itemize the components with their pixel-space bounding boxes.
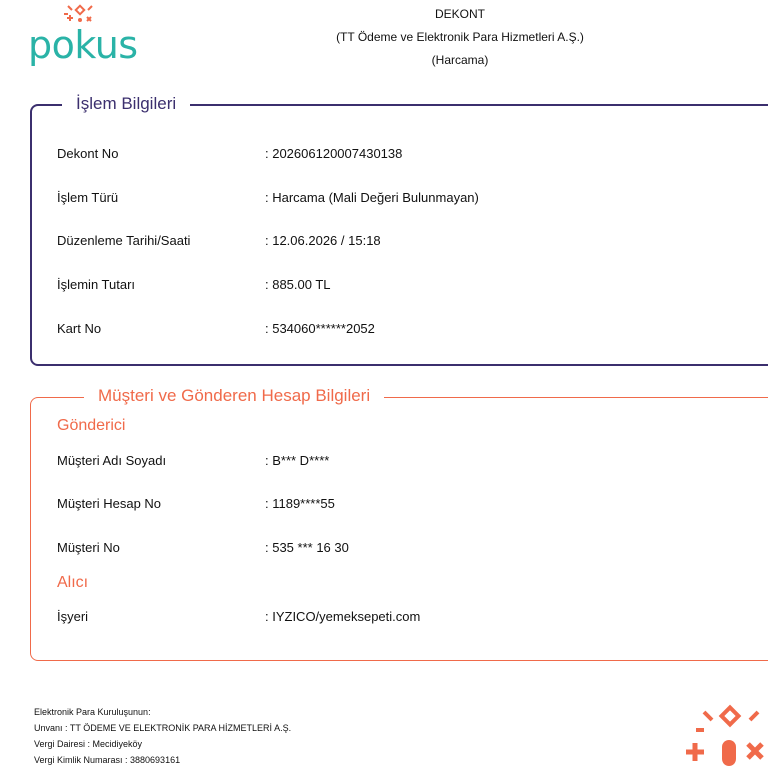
transaction-type-value: : Harcama (Mali Değeri Bulunmayan) <box>265 190 479 205</box>
footer-line-tax-id: Vergi Kimlik Numarası : 3880693161 <box>34 755 181 765</box>
pokus-logo <box>28 2 140 74</box>
customer-no-label: Müşteri No <box>57 540 120 555</box>
customer-info-title: Müşteri ve Gönderen Hesap Bilgileri <box>84 386 384 406</box>
amount-label: İşlemin Tutarı <box>57 277 136 292</box>
customer-account-value: : 1189****55 <box>265 496 335 511</box>
receipt-no-label: Dekont No <box>57 146 119 161</box>
amount-value: : 885.00 TL <box>265 277 331 292</box>
customer-name-value: : B*** D**** <box>265 453 330 468</box>
footer-line-tax-office: Vergi Dairesi : Mecidiyeköy <box>34 739 143 749</box>
transaction-info-title: İşlem Bilgileri <box>62 94 190 114</box>
receiver-heading: Alıcı <box>57 574 89 591</box>
issuer-name: (TT Ödeme ve Elektronik Para Hizmetleri A.Ş.) <box>336 30 584 44</box>
sender-heading: Gönderici <box>57 417 126 434</box>
receipt-no-value: : 202606120007430138 <box>265 146 403 161</box>
issue-date-value: : 12.06.2026 / 15:18 <box>265 233 381 248</box>
customer-no-value: : 535 *** 16 30 <box>265 540 349 555</box>
corner-sparkle-icon <box>680 700 768 768</box>
card-no-label: Kart No <box>57 321 102 336</box>
customer-name-label: Müşteri Adı Soyadı <box>57 453 167 468</box>
brand-name: pokus <box>28 23 138 67</box>
issue-date-label: Düzenleme Tarihi/Saati <box>57 233 191 248</box>
transaction-type-label: İşlem Türü <box>57 190 119 205</box>
merchant-value: : IYZICO/yemeksepeti.com <box>265 609 421 624</box>
footer-line-institution: Elektronik Para Kuruluşunun: <box>34 707 151 717</box>
issuer-footer <box>34 704 291 768</box>
customer-account-label: Müşteri Hesap No <box>57 496 162 511</box>
transaction-type: (Harcama) <box>431 53 489 67</box>
card-no-value: : 534060******2052 <box>265 321 375 336</box>
document-title: DEKONT <box>434 7 485 21</box>
footer-line-title: Unvanı : TT ÖDEME VE ELEKTRONİK PARA HİZMETLERİ A.Ş. <box>34 723 292 733</box>
merchant-label: İşyeri <box>57 609 89 624</box>
